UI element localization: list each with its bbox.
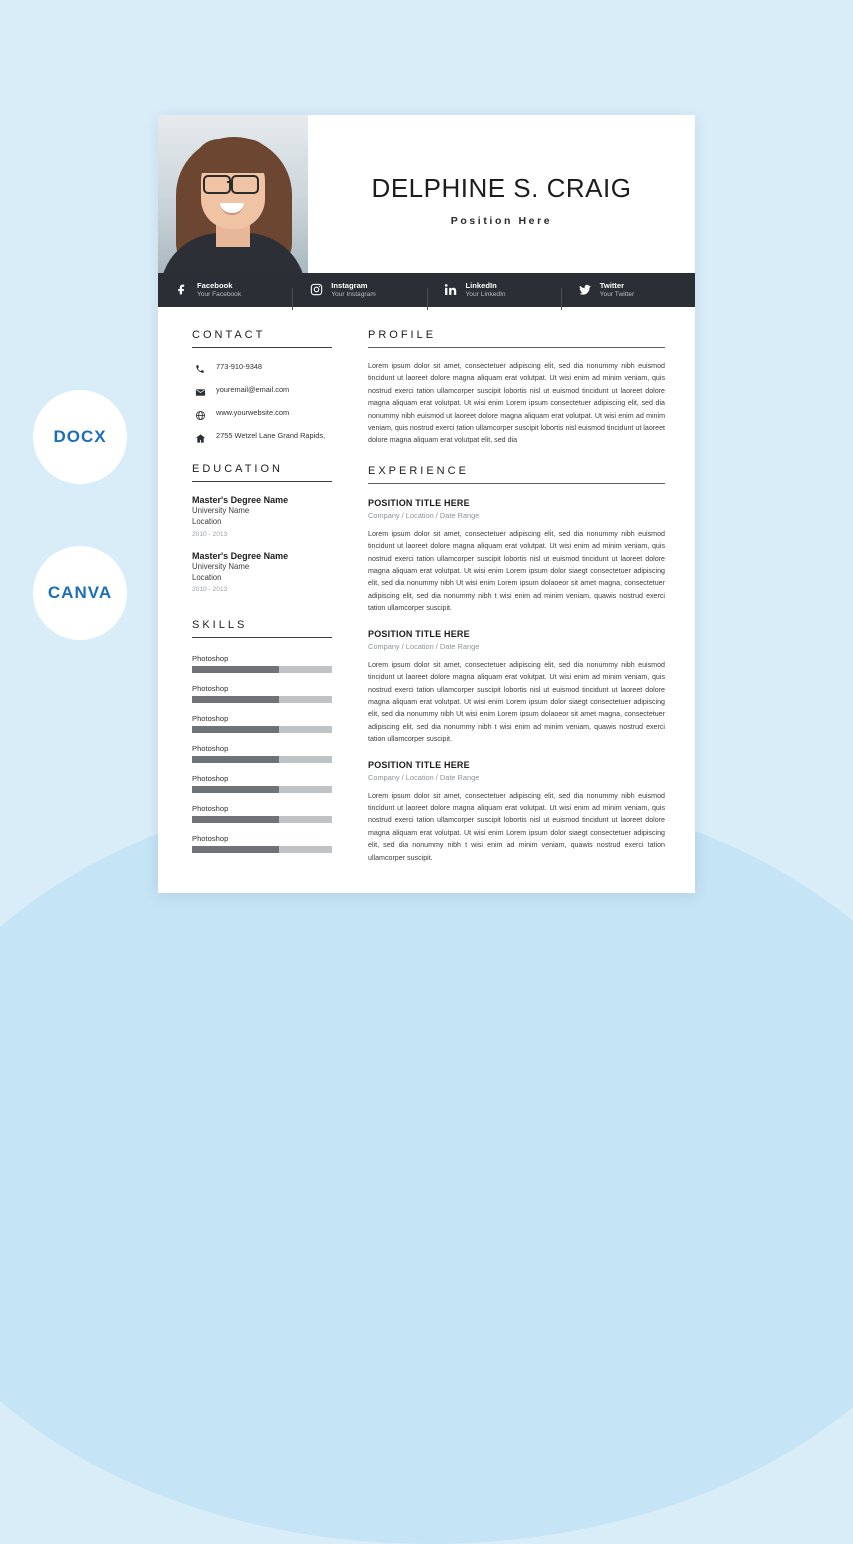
- social-item-instagram[interactable]: [292, 282, 426, 298]
- skill-item: [192, 834, 332, 853]
- experience-heading: EXPERIENCE: [368, 464, 469, 477]
- skill-bar: [192, 756, 332, 763]
- contact-value-phone: 773-910-9348: [216, 362, 263, 371]
- skill-item: [192, 774, 332, 793]
- social-title-instagram: Instagram: [331, 280, 368, 290]
- experience-text: Lorem ipsum dolor sit amet, consectetuer adipiscing elit, sed dia nonummy nibh euismod tincidunt ut laoreet dolore magna aliquam erat volutpat. Ut wisi enim ad minim veniam, quis nostrud exerci tation ullamcorper suscipit lobortis nisl ut euismod tincidunt ut laoreet dolore magna aliquam erat volutpat. Ut wisi enim Lorem ipsum dolor siaegt consectetuer adipiscing elit, sed dia nonummy nibh t wisi enim ad minim veniam, quawis nostrud exerci tation ullamcorper suscipit.: [368, 791, 665, 862]
- social-handle-linkedin: Your LinkedIn: [465, 290, 506, 298]
- education-location: Location: [192, 517, 222, 527]
- skill-label: Photoshop: [192, 714, 229, 724]
- contact-value-website: www.yourwebsite.com: [216, 408, 290, 417]
- education-rule: [192, 481, 332, 482]
- contact-heading: CONTACT: [192, 329, 266, 341]
- resume-body: [158, 307, 695, 893]
- experience-title: POSITION TITLE HERE: [368, 759, 470, 770]
- skill-label: Photoshop: [192, 774, 229, 784]
- education-location: Location: [192, 572, 222, 582]
- skill-bar: [192, 846, 332, 853]
- social-text-twitter: [600, 282, 634, 298]
- resume-header: [158, 115, 695, 273]
- contact-item-email: [192, 385, 332, 399]
- social-title-twitter: Twitter: [599, 280, 625, 290]
- contact-item-address: [192, 431, 332, 445]
- resume-page: [158, 115, 695, 893]
- phone-icon: [192, 362, 208, 376]
- skill-bar: [192, 786, 332, 793]
- experience-rule: [368, 483, 665, 484]
- background-arc: [0, 784, 853, 1544]
- contact-section: [192, 329, 332, 445]
- skills-list: [192, 654, 332, 853]
- right-column: [352, 307, 695, 893]
- social-item-twitter[interactable]: [561, 282, 695, 298]
- social-bar: [158, 273, 695, 307]
- skill-item: [192, 654, 332, 673]
- education-dates: 2010 - 2013: [192, 586, 228, 594]
- canva-badge[interactable]: [33, 546, 127, 640]
- experience-meta: Company / Location / Date Range: [368, 641, 480, 651]
- skills-rule: [192, 637, 332, 638]
- social-text-instagram: [331, 282, 375, 298]
- docx-badge-label: DOCX: [53, 427, 107, 446]
- skills-heading: SKILLS: [192, 619, 248, 632]
- skill-label: Photoshop: [192, 654, 229, 664]
- social-handle-twitter: Your Twitter: [599, 290, 635, 298]
- skill-label: Photoshop: [192, 804, 229, 814]
- education-item: [192, 551, 332, 594]
- education-dates: 2010 - 2013: [192, 530, 228, 538]
- experience-meta: Company / Location / Date Range: [368, 772, 480, 782]
- skill-bar: [192, 726, 332, 733]
- skill-item: [192, 684, 332, 703]
- skill-bar: [192, 816, 332, 823]
- left-column: [158, 307, 352, 893]
- page-title: DELPHINE S. CRAIG: [371, 173, 632, 203]
- education-university: University Name: [192, 561, 250, 571]
- experience-item: [368, 760, 665, 864]
- profile-heading: PROFILE: [368, 329, 437, 341]
- experience-title: POSITION TITLE HERE: [368, 628, 470, 639]
- twitter-icon: [577, 282, 593, 298]
- skill-bar: [192, 666, 332, 673]
- skill-label: Photoshop: [192, 684, 229, 694]
- education-university: University Name: [192, 506, 250, 515]
- instagram-icon: [308, 282, 324, 298]
- skill-item: [192, 714, 332, 733]
- skill-label: Photoshop: [192, 744, 229, 754]
- social-text-facebook: [197, 282, 241, 298]
- experience-title: POSITION TITLE HERE: [368, 497, 470, 508]
- experience-text: Lorem ipsum dolor sit amet, consectetuer adipiscing elit, sed dia nonummy nibh euismod tincidunt ut laoreet dolore magna aliquam erat volutpat. Ut wisi enim ad minim veniam, quis nostrud exerci tation ullamcorper suscipit lobortis nisl ut euismod tincidunt ut laoreet dolore magna aliquam erat volutpat. Ut wisi enim Lorem ipsum dolor siaegt consectetuer adipiscing elit, sed dia nonummy nibh Ut wisi enim Lorem ipsum dolaoeor sit amet magna, consectetuer adipiscing elit, sed dia nonummy nibh t wisi enim ad minim veniam, quawis nostrud exerci tation ullamcorper suscipit.: [368, 660, 665, 744]
- profile-rule: [368, 347, 665, 348]
- contact-rule: [192, 347, 332, 348]
- education-degree: Master's Degree Name: [192, 550, 289, 561]
- skill-item: [192, 744, 332, 763]
- contact-value-email: youremail@email.com: [216, 385, 290, 394]
- social-handle-facebook: Your Facebook: [197, 290, 242, 298]
- profile-section: [368, 329, 665, 447]
- linkedin-icon: [443, 282, 459, 298]
- social-title-linkedin: LinkedIn: [465, 280, 497, 290]
- profile-photo: [158, 115, 308, 273]
- social-text-linkedin: [466, 282, 506, 298]
- experience-item: [368, 629, 665, 746]
- profile-text: Lorem ipsum dolor sit amet, consectetuer adipiscing elit, sed dia nonummy nibh euismod tincidunt ut laoreet dolore magna aliquam erat volutpat. Ut wisi enim ad minim veniam, quis nostrud exerci tation ullamcorper suscipit lobortis nisl ut euismod tincidunt ut laoreet dolore magna aliquam erat volutpat. Ut wisi enim Lorem ipsum consectetuer adipiscing elit, sed dia nonummy nibh euismod ut laoreet dolore magna aliquam erat volutpat. Ut wisi enim ad minim veniam, quis nostrud exerci tation ullamcorper suscipit lobortis nisl euismod tincidunt ut laoreet dolore magna aliquam erat volutpat elit, sed dia: [368, 362, 665, 445]
- experience-item: [368, 498, 665, 615]
- social-item-facebook[interactable]: [158, 282, 292, 298]
- skills-section: [192, 619, 332, 853]
- social-item-linkedin[interactable]: [427, 282, 561, 298]
- contact-item-phone: [192, 362, 332, 376]
- home-icon: [192, 431, 208, 445]
- canva-badge-label: CANVA: [47, 583, 113, 602]
- education-section: [192, 463, 332, 593]
- format-badges: [33, 390, 127, 640]
- skill-item: [192, 804, 332, 823]
- position-subtitle: Position Here: [450, 215, 553, 227]
- skill-bar: [192, 696, 332, 703]
- skill-label: Photoshop: [192, 834, 229, 844]
- globe-icon: [192, 408, 208, 422]
- experience-section: [368, 465, 665, 864]
- experience-text: Lorem ipsum dolor sit amet, consectetuer adipiscing elit, sed dia nonummy nibh euismod tincidunt ut laoreet dolore magna aliquam erat volutpat. Ut wisi enim ad minim veniam, quis nostrud exerci tation ullamcorper suscipit lobortis nisl ut euismod tincidunt ut laoreet dolore magna aliquam erat volutpat. Ut wisi enim Lorem ipsum dolor siaegt consectetuer adipiscing elit, sed dia nonummy nibh Ut wisi enim Lorem ipsum dolaoeor sit amet magna, consectetuer adipiscing elit, sed dia nonummy nibh t wisi enim ad minim veniam, quawis nostrud exerci tation ullamcorper suscipit.: [368, 529, 665, 613]
- name-block: [308, 115, 695, 273]
- social-title-facebook: Facebook: [197, 280, 233, 290]
- contact-item-website: [192, 408, 332, 422]
- contact-value-address: 2755 Wetzel Lane Grand Rapids,: [216, 431, 326, 440]
- docx-badge[interactable]: [33, 390, 127, 484]
- social-handle-instagram: Your Instagram: [331, 290, 376, 298]
- facebook-icon: [174, 282, 190, 298]
- education-degree: Master's Degree Name: [192, 495, 289, 505]
- mail-icon: [192, 385, 208, 399]
- education-heading: EDUCATION: [192, 463, 283, 475]
- contact-list: [192, 362, 332, 445]
- education-item: [192, 495, 332, 538]
- experience-meta: Company / Location / Date Range: [368, 510, 480, 520]
